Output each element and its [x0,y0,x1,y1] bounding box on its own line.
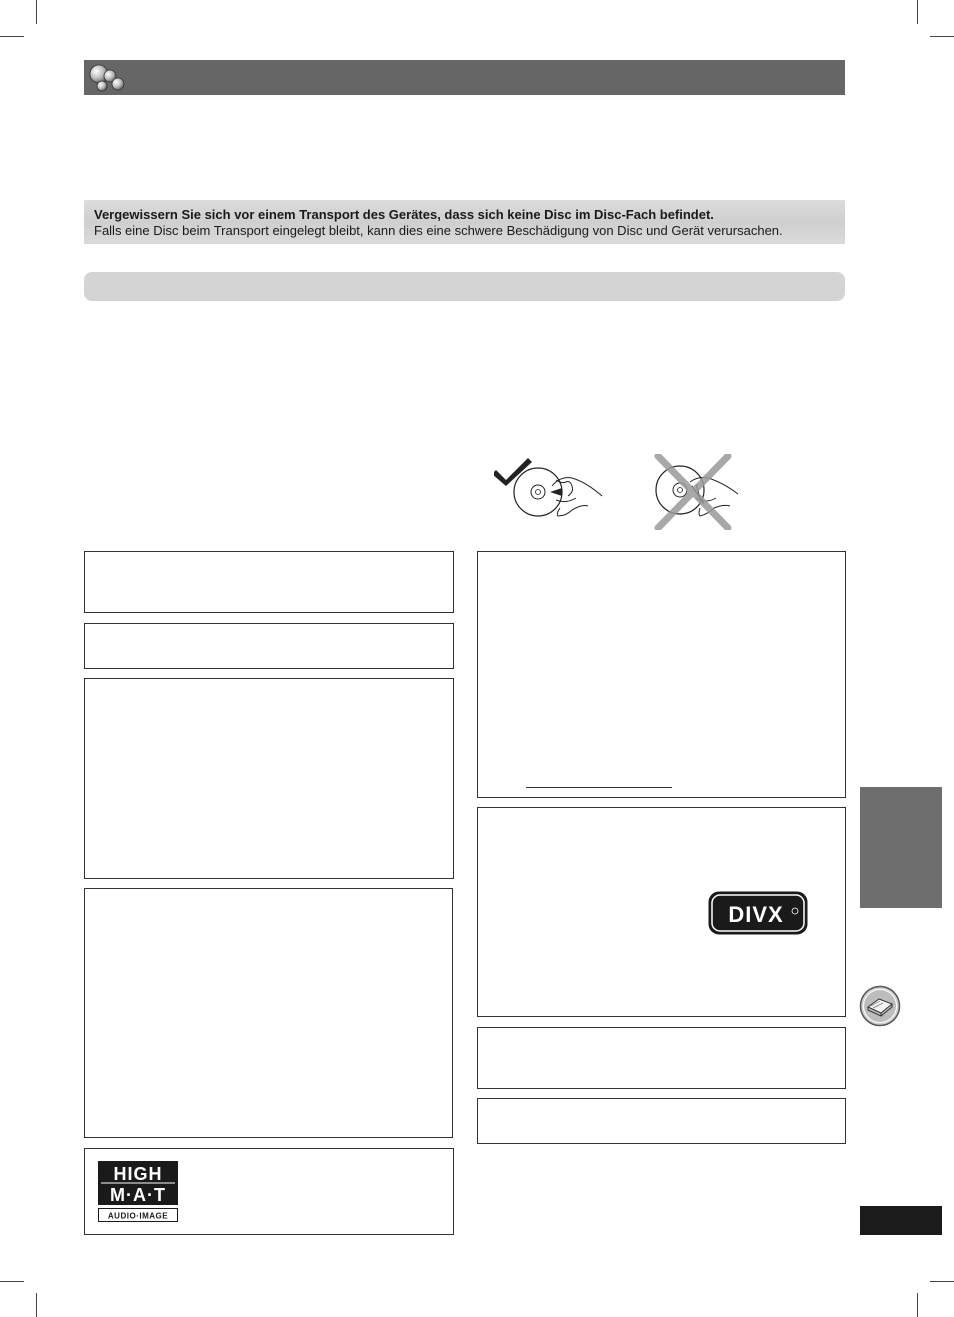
page-number-box [860,1206,942,1235]
book-icon [859,985,901,1027]
bubbles-icon [88,63,128,93]
highmat-logo-line3: AUDIO·IMAGE [107,1211,169,1221]
notice-bold-text: Vergewissern Sie sich vor einem Transport des Gerätes, dass sich keine Disc im Disc-Fach befindet. [94,207,714,222]
divx-logo [708,891,808,935]
info-box-2 [84,623,454,669]
crop-mark [930,1281,954,1282]
info-box-7 [477,1098,846,1144]
divx-logo-text: DIVX [728,902,784,927]
crop-mark [0,36,24,37]
link-underline [526,787,672,788]
crop-mark [917,0,918,24]
transport-notice [84,200,845,244]
info-box-1 [84,551,454,613]
highmat-logo [98,1161,178,1223]
divx-box [477,807,846,1017]
crop-mark [0,1281,24,1282]
info-box-3 [84,678,454,879]
highmat-box [84,1148,454,1235]
info-box-5 [477,551,846,798]
header-bar [84,60,845,95]
crop-mark [930,36,954,37]
notice-text: Falls eine Disc beim Transport eingelegt bleibt, kann dies eine schwere Beschädigung von Disc und Gerät verursachen. [94,223,783,238]
language-side-tab [860,787,942,908]
info-box-6 [477,1027,846,1089]
disc-correct-handling-illustration [494,450,606,530]
crop-mark [36,1293,37,1317]
info-box-4 [84,888,453,1138]
highmat-logo-line2: M·A·T [110,1185,166,1205]
crop-mark [36,0,37,24]
section-heading-bar [84,272,845,301]
crop-mark [917,1293,918,1317]
highmat-logo-line1: HIGH [113,1164,163,1184]
disc-wrong-handling-illustration [652,454,752,530]
